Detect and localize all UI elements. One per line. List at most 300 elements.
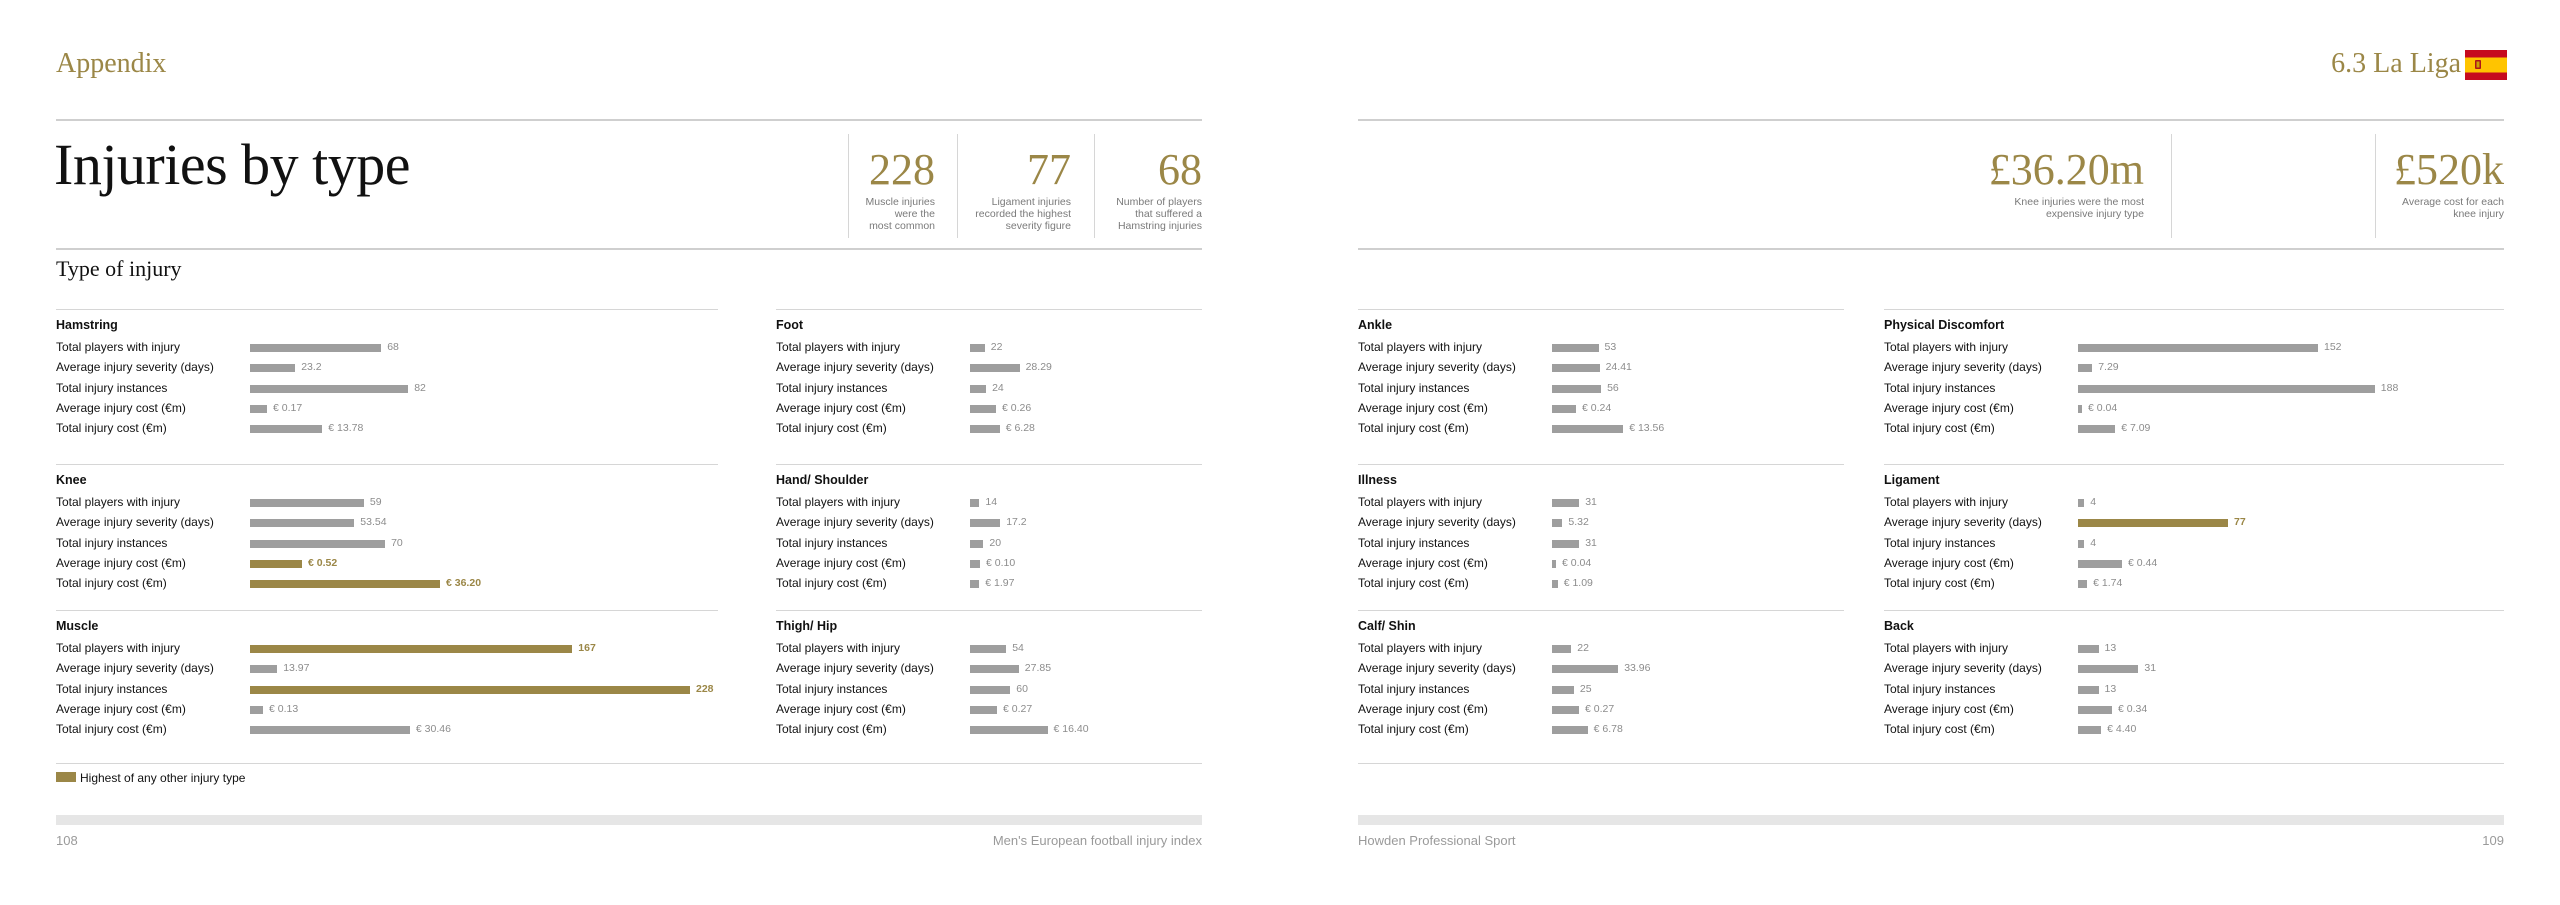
- metric-value: 24.41: [1605, 361, 1632, 374]
- metric-value: 33.96: [1624, 662, 1651, 675]
- metric-bar: [1552, 706, 1579, 714]
- metric-bar: [250, 560, 302, 568]
- metric-label: Total injury instances: [1358, 681, 1470, 696]
- injury-block-thigh-hip: [776, 619, 1202, 749]
- metric-value: € 0.44: [2128, 556, 2158, 569]
- metric-value: € 4.40: [2107, 723, 2137, 736]
- stat-value: 228: [869, 145, 935, 194]
- metric-value: 5.32: [1568, 516, 1589, 529]
- stat-value: 68: [1158, 145, 1202, 194]
- metric-bar: [250, 385, 408, 393]
- metric-bar: [1552, 364, 1600, 372]
- metric-bar: [1552, 499, 1579, 507]
- metric-value: 31: [1585, 536, 1597, 549]
- metric-value: 13: [2104, 682, 2117, 695]
- metric-value: € 0.27: [1585, 702, 1615, 715]
- spain-flag-icon: [2465, 50, 2507, 80]
- metric-row: [776, 379, 1202, 399]
- metric-row: [1884, 338, 2504, 358]
- metric-row: [776, 338, 1202, 358]
- metric-bar: [250, 645, 572, 653]
- metric-bar: [250, 405, 267, 413]
- metric-label: Average injury severity (days): [1884, 515, 2042, 530]
- metric-value: 31: [1585, 496, 1597, 508]
- metric-bar: [250, 665, 277, 673]
- metric-label: Total injury cost (€m): [56, 722, 167, 737]
- metric-bar: [2078, 499, 2084, 507]
- metric-bar: [2078, 580, 2087, 588]
- metric-label: Total players with injury: [1884, 641, 2009, 655]
- metric-label: Average injury severity (days): [1358, 661, 1516, 676]
- metric-value: € 0.04: [2088, 401, 2118, 414]
- metric-row: [1358, 574, 1844, 594]
- metric-row: [1358, 659, 1844, 679]
- metric-row: [776, 639, 1202, 659]
- footer-bar-left: [56, 815, 1202, 825]
- metric-row: [56, 534, 718, 554]
- metric-row: [1884, 419, 2504, 439]
- metric-row: [1884, 513, 2504, 533]
- metric-row: [776, 534, 1202, 554]
- metric-value: 53.54: [360, 516, 387, 529]
- injury-type-title: Foot: [776, 318, 804, 332]
- metric-row: [56, 399, 718, 419]
- metric-label: Total players with injury: [56, 495, 181, 509]
- metric-label: Total injury cost (€m): [1884, 421, 1995, 436]
- metric-label: Total injury instances: [776, 535, 888, 550]
- metric-label: Average injury cost (€m): [1884, 400, 2014, 415]
- stat-desc: Number of players that suffered a Hamstring injuries: [1116, 196, 1202, 232]
- metric-row: [776, 720, 1202, 740]
- metric-bar: [1552, 686, 1574, 694]
- metric-value: 24: [992, 381, 1004, 394]
- metric-row: [56, 493, 718, 513]
- metric-bar: [250, 519, 354, 527]
- footer-title-right: Howden Professional Sport: [1358, 833, 1516, 848]
- metric-value: 25: [1579, 682, 1592, 695]
- metric-label: Average injury cost (€m): [776, 701, 906, 716]
- metric-label: Total injury cost (€m): [1358, 722, 1469, 737]
- metric-row: [56, 513, 718, 533]
- metric-bar: [1552, 385, 1601, 393]
- metric-label: Average injury severity (days): [1884, 661, 2042, 676]
- metric-label: Total players with injury: [1884, 495, 2009, 509]
- injury-block-knee: [56, 473, 718, 603]
- metric-value: 60: [1016, 682, 1028, 695]
- page-number-right: 109: [2482, 833, 2504, 848]
- metric-row: [1358, 680, 1844, 700]
- metric-bar: [2078, 645, 2099, 653]
- metric-value: 4: [2090, 536, 2097, 549]
- metric-label: Total players with injury: [56, 340, 181, 354]
- metric-label: Total players with injury: [776, 495, 901, 509]
- metric-label: Average injury severity (days): [1884, 360, 2042, 375]
- block-divider: [56, 464, 718, 465]
- block-divider: [1358, 309, 1844, 310]
- metric-bar: [970, 560, 980, 568]
- metric-value: 54: [1012, 642, 1024, 654]
- metric-value: 152: [2324, 341, 2342, 353]
- block-divider: [1884, 610, 2504, 611]
- metric-row: [1358, 513, 1844, 533]
- injury-block-hamstring: [56, 318, 718, 448]
- metric-row: [1358, 554, 1844, 574]
- metric-value: 22: [1577, 642, 1589, 654]
- metric-bar: [2078, 726, 2101, 734]
- injury-type-title: Calf/ Shin: [1358, 619, 1416, 633]
- metric-value: 31: [2144, 662, 2157, 675]
- metric-label: Total players with injury: [1884, 340, 2009, 354]
- metric-value: € 0.13: [269, 702, 299, 715]
- metric-label: Average injury severity (days): [776, 360, 934, 375]
- metric-label: Total injury instances: [1884, 380, 1996, 395]
- metric-bar: [2078, 425, 2115, 433]
- metric-bar: [970, 519, 1000, 527]
- metric-bar: [2078, 405, 2082, 413]
- metric-label: Average injury severity (days): [776, 515, 934, 530]
- metric-label: Average injury cost (€m): [1884, 555, 2014, 570]
- metric-value: € 0.17: [273, 401, 303, 414]
- metric-bar: [970, 580, 979, 588]
- metric-value: € 30.46: [415, 723, 451, 736]
- metric-value: 22: [990, 341, 1003, 353]
- metric-row: [1884, 720, 2504, 740]
- metric-value: € 6.28: [1005, 422, 1035, 435]
- metric-bar: [970, 405, 996, 413]
- metric-bar: [970, 706, 997, 714]
- injury-block-muscle: [56, 619, 718, 749]
- metric-bar: [250, 706, 263, 714]
- metric-row: [1884, 639, 2504, 659]
- metric-row: [1884, 554, 2504, 574]
- metric-row: [56, 554, 718, 574]
- metric-row: [1358, 493, 1844, 513]
- metric-row: [776, 513, 1202, 533]
- header-divider-left: [56, 119, 1202, 121]
- metric-value: € 0.27: [1003, 702, 1033, 715]
- metric-bar: [250, 344, 381, 352]
- metric-row: [56, 659, 718, 679]
- metric-row: [1358, 379, 1844, 399]
- metric-label: Total players with injury: [1358, 641, 1483, 655]
- injury-type-title: Hamstring: [56, 318, 118, 332]
- metric-label: Average injury cost (€m): [1358, 701, 1488, 716]
- metric-value: € 7.09: [2121, 422, 2151, 435]
- injury-block-hand-shoulder: [776, 473, 1202, 603]
- metric-bar: [970, 385, 986, 393]
- metric-bar: [250, 425, 322, 433]
- stat-value: £36.20m: [1988, 145, 2144, 194]
- metric-bar: [970, 344, 985, 352]
- stat-desc: Average cost for each knee injury: [2402, 196, 2504, 220]
- metric-value: 7.29: [2098, 361, 2119, 374]
- metric-row: [1884, 700, 2504, 720]
- metric-value: 59: [369, 496, 382, 508]
- metric-bar: [1552, 580, 1558, 588]
- injury-type-title: Ligament: [1884, 473, 1940, 487]
- metric-row: [1358, 399, 1844, 419]
- metric-value: € 1.74: [2093, 577, 2123, 590]
- metric-label: Average injury severity (days): [56, 360, 214, 375]
- metric-row: [1358, 419, 1844, 439]
- block-divider: [56, 309, 718, 310]
- metric-label: Total players with injury: [1358, 340, 1483, 354]
- page-number-left: 108: [56, 833, 78, 848]
- metric-value: 13.97: [283, 662, 310, 675]
- metric-bar: [970, 645, 1006, 653]
- metric-label: Total players with injury: [776, 641, 901, 655]
- metric-row: [1884, 493, 2504, 513]
- metric-label: Total injury instances: [1884, 681, 1996, 696]
- subtitle-type-of-injury: Type of injury: [56, 256, 182, 281]
- metric-label: Total players with injury: [776, 340, 901, 354]
- metric-value: 70: [391, 536, 403, 549]
- metric-value: 17.2: [1006, 516, 1027, 529]
- metric-value: € 0.10: [986, 556, 1016, 569]
- metric-bar: [1552, 645, 1571, 653]
- metric-bar: [250, 499, 364, 507]
- metric-label: Total injury cost (€m): [56, 576, 167, 591]
- metric-row: [56, 379, 718, 399]
- injury-block-foot: [776, 318, 1202, 448]
- metric-row: [776, 680, 1202, 700]
- metric-row: [1884, 399, 2504, 419]
- block-divider: [56, 610, 718, 611]
- metric-bar: [250, 364, 295, 372]
- metric-row: [56, 680, 718, 700]
- metric-value: 68: [387, 341, 399, 353]
- metric-bar: [970, 686, 1010, 694]
- metric-row: [776, 419, 1202, 439]
- page-title: Injuries by type: [54, 132, 411, 197]
- metric-label: Average injury severity (days): [56, 515, 214, 530]
- stat-muscle: [815, 146, 935, 232]
- metric-row: [1358, 639, 1844, 659]
- metric-label: Average injury cost (€m): [56, 400, 186, 415]
- metric-row: [776, 554, 1202, 574]
- metric-label: Average injury cost (€m): [1358, 400, 1488, 415]
- metric-label: Total injury instances: [1358, 380, 1470, 395]
- injury-type-title: Ankle: [1358, 318, 1393, 332]
- metric-value: 4: [2090, 496, 2097, 508]
- metric-value: 53: [1604, 341, 1617, 353]
- metric-value: € 36.20: [446, 577, 482, 590]
- metric-bar: [970, 540, 983, 548]
- stat-desc: Knee injuries were the most expensive injury type: [2014, 196, 2144, 220]
- metric-bar: [1552, 344, 1599, 352]
- metric-label: Total injury instances: [776, 380, 888, 395]
- metric-bar: [970, 665, 1019, 673]
- stat-knee-cost: [1954, 146, 2144, 220]
- metric-row: [1358, 338, 1844, 358]
- section-label-la-liga: 6.3 La Liga: [2331, 48, 2461, 79]
- metric-bar: [2078, 364, 2092, 372]
- metric-value: 23.2: [301, 361, 322, 374]
- injury-block-illness: [1358, 473, 1844, 603]
- metric-label: Average injury cost (€m): [56, 701, 186, 716]
- metric-label: Total injury instances: [1358, 535, 1470, 550]
- injury-block-calf-shin: [1358, 619, 1844, 749]
- metric-label: Average injury severity (days): [1358, 515, 1516, 530]
- metric-value: € 13.56: [1629, 422, 1665, 435]
- metric-value: € 0.24: [1582, 401, 1612, 414]
- metric-row: [56, 574, 718, 594]
- injury-block-ligament: [1884, 473, 2504, 603]
- metric-bar: [2078, 385, 2375, 393]
- metric-value: 167: [578, 642, 596, 654]
- injury-type-title: Back: [1884, 619, 1914, 633]
- metric-row: [776, 700, 1202, 720]
- metric-row: [1358, 358, 1844, 378]
- metric-value: 14: [985, 496, 998, 508]
- metric-bar: [1552, 425, 1623, 433]
- metric-bar: [1552, 540, 1579, 548]
- metric-bar: [970, 364, 1020, 372]
- metric-row: [1884, 358, 2504, 378]
- metric-bar: [250, 580, 440, 588]
- stat-value: 77: [1027, 145, 1071, 194]
- metric-bar: [1552, 519, 1562, 527]
- block-divider: [1358, 464, 1844, 465]
- section-label-appendix: Appendix: [56, 48, 167, 79]
- metric-value: € 6.78: [1593, 723, 1623, 736]
- metric-bar: [1552, 726, 1588, 734]
- metric-value: € 13.78: [328, 422, 364, 435]
- metric-label: Total injury instances: [776, 681, 888, 696]
- metric-bar: [1552, 405, 1576, 413]
- block-divider: [1884, 464, 2504, 465]
- metric-bar: [1552, 560, 1556, 568]
- metric-label: Average injury severity (days): [776, 661, 934, 676]
- metric-row: [56, 639, 718, 659]
- metric-label: Total injury cost (€m): [776, 421, 887, 436]
- header-divider-right: [1358, 119, 2504, 121]
- metric-row: [56, 700, 718, 720]
- metric-bar: [2078, 344, 2318, 352]
- metric-value: 82: [414, 381, 426, 394]
- metric-row: [1358, 720, 1844, 740]
- metric-label: Average injury cost (€m): [56, 555, 186, 570]
- metric-value: € 16.40: [1053, 723, 1089, 736]
- injury-type-title: Hand/ Shoulder: [776, 473, 869, 487]
- injury-type-title: Illness: [1358, 473, 1397, 487]
- metric-bar: [250, 686, 690, 694]
- injury-block-physical-discomfort: [1884, 318, 2504, 448]
- injury-type-title: Thigh/ Hip: [776, 619, 838, 633]
- metric-row: [56, 419, 718, 439]
- metric-bar: [2078, 706, 2112, 714]
- metric-row: [56, 338, 718, 358]
- block-divider: [1884, 309, 2504, 310]
- metric-bar: [970, 726, 1048, 734]
- stat-value: £520k: [2394, 145, 2504, 194]
- metric-label: Total players with injury: [56, 641, 181, 655]
- legend-label: Highest of any other injury type: [80, 771, 246, 785]
- metric-label: Average injury cost (€m): [1884, 701, 2014, 716]
- metric-label: Total injury instances: [56, 535, 168, 550]
- metric-value: € 0.26: [1002, 401, 1032, 414]
- metric-bar: [970, 499, 979, 507]
- metric-bar: [970, 425, 1000, 433]
- stat-desc: Muscle injuries were the most common: [865, 196, 935, 232]
- metric-value: 228: [696, 682, 714, 695]
- metric-label: Total injury instances: [56, 380, 168, 395]
- metric-bar: [2078, 540, 2084, 548]
- injury-type-title: Knee: [56, 473, 87, 487]
- metric-value: 20: [989, 536, 1002, 549]
- metric-value: € 1.09: [1563, 577, 1593, 590]
- metric-bar: [2078, 560, 2122, 568]
- metric-row: [1884, 574, 2504, 594]
- metric-label: Average injury cost (€m): [776, 400, 906, 415]
- metric-value: 27.85: [1024, 662, 1052, 675]
- metric-label: Average injury severity (days): [56, 661, 214, 676]
- metric-row: [776, 659, 1202, 679]
- metric-row: [1884, 379, 2504, 399]
- metric-label: Average injury cost (€m): [1358, 555, 1488, 570]
- metric-value: € 0.52: [308, 556, 338, 569]
- metric-label: Total injury cost (€m): [1358, 576, 1469, 591]
- metric-row: [56, 720, 718, 740]
- metric-row: [1358, 700, 1844, 720]
- metric-label: Total injury cost (€m): [776, 576, 887, 591]
- metric-value: € 0.34: [2118, 702, 2148, 715]
- footer-title-left: Men's European football injury index: [992, 833, 1202, 848]
- metric-label: Total injury cost (€m): [1358, 421, 1469, 436]
- metric-value: € 1.97: [985, 577, 1015, 590]
- stat-hamstring: [1072, 146, 1202, 232]
- metric-row: [776, 358, 1202, 378]
- legend-swatch: [56, 772, 76, 782]
- metric-label: Total injury cost (€m): [776, 722, 887, 737]
- metric-label: Total injury cost (€m): [1884, 576, 1995, 591]
- legend-divider: [56, 763, 1202, 764]
- metric-bar: [1552, 665, 1618, 673]
- metric-value: 188: [2380, 381, 2399, 394]
- metric-row: [1884, 534, 2504, 554]
- right-bottom-divider: [1358, 763, 2504, 764]
- block-divider: [776, 610, 1202, 611]
- metric-row: [776, 399, 1202, 419]
- metric-value: 28.29: [1025, 361, 1052, 374]
- stat-separator: [2171, 134, 2172, 238]
- metric-value: 13: [2104, 642, 2117, 654]
- footer-bar-right: [1358, 815, 2504, 825]
- metric-row: [776, 493, 1202, 513]
- stat-knee-avg-cost: [2354, 146, 2504, 220]
- metric-row: [1884, 659, 2504, 679]
- stat-desc: Ligament injuries recorded the highest severity figure: [975, 196, 1071, 232]
- block-divider: [776, 464, 1202, 465]
- block-divider: [776, 309, 1202, 310]
- title-divider-right: [1358, 248, 2504, 250]
- metric-row: [56, 358, 718, 378]
- metric-label: Average injury severity (days): [1358, 360, 1516, 375]
- metric-bar: [250, 726, 410, 734]
- metric-label: Average injury cost (€m): [776, 555, 906, 570]
- metric-row: [776, 574, 1202, 594]
- metric-label: Total injury instances: [1884, 535, 1996, 550]
- title-divider-left: [56, 248, 1202, 250]
- metric-bar: [2078, 686, 2099, 694]
- metric-label: Total injury instances: [56, 681, 168, 696]
- metric-value: 56: [1607, 381, 1619, 394]
- injury-block-ankle: [1358, 318, 1844, 448]
- injury-type-title: Muscle: [56, 619, 99, 633]
- stat-ligament: [941, 146, 1071, 232]
- metric-label: Total players with injury: [1358, 495, 1483, 509]
- metric-bar: [250, 540, 385, 548]
